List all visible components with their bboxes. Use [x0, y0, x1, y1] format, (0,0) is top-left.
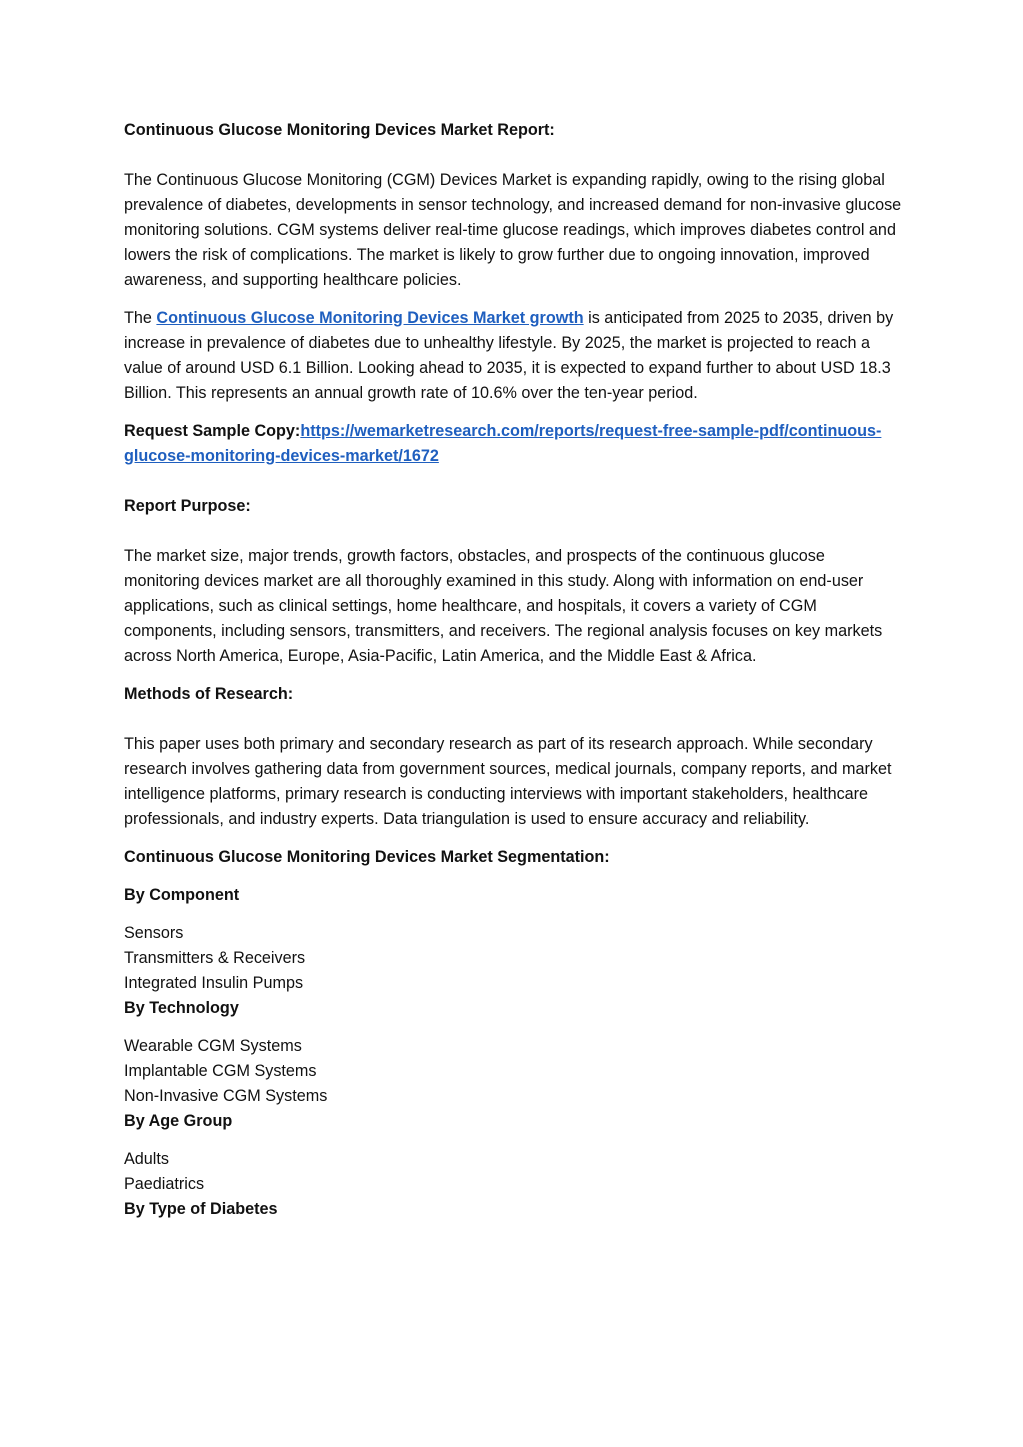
technology-heading: By Technology	[124, 999, 239, 1017]
report-title: Continuous Glucose Monitoring Devices Market Report:	[124, 121, 555, 139]
age-group-heading: By Age Group	[124, 1112, 233, 1130]
market-growth-link[interactable]: Continuous Glucose Monitoring Devices Market growth	[156, 309, 584, 327]
document-page	[124, 118, 904, 1222]
list-item: Integrated Insulin Pumps	[124, 974, 304, 992]
component-heading: By Component	[124, 886, 240, 904]
list-item: Transmitters & Receivers	[124, 949, 306, 967]
list-item: Wearable CGM Systems	[124, 1037, 302, 1055]
sample-label: Request Sample Copy:	[124, 422, 301, 440]
list-item: Sensors	[124, 924, 184, 942]
methods-paragraph: This paper uses both primary and secondary research as part of its research approach. While secondary research involves gathering data from government sources, medical journals, company reports, and market intelligence platforms, primary research is conducting interviews with important stakeholders, healthcare professionals, and industry experts. Data triangulation is used to ensure accuracy and reliability.	[124, 735, 892, 828]
methods-heading: Methods of Research:	[124, 685, 294, 703]
growth-prefix: The	[124, 309, 157, 327]
intro-paragraph: The Continuous Glucose Monitoring (CGM) Devices Market is expanding rapidly, owing to the rising global prevalence of diabetes, developments in sensor technology, and increased demand for non-invasive glucose monitoring solutions. CGM systems deliver real-time glucose readings, which improves diabetes control and lowers the risk of complications. The market is likely to grow further due to ongoing innovation, improved awareness, and supporting healthcare policies.	[124, 171, 902, 289]
diabetes-type-heading: By Type of Diabetes	[124, 1200, 278, 1218]
list-item: Adults	[124, 1150, 169, 1168]
growth-paragraph	[124, 306, 904, 406]
sample-request	[124, 419, 904, 469]
list-item: Non-Invasive CGM Systems	[124, 1087, 328, 1105]
purpose-heading: Report Purpose:	[124, 497, 251, 515]
purpose-paragraph: The market size, major trends, growth factors, obstacles, and prospects of the continuous glucose monitoring devices market are all thoroughly examined in this study. Along with information on end-user applications, such as clinical settings, home healthcare, and hospitals, it covers a variety of CGM components, including sensors, transmitters, and receivers. The regional analysis focuses on key markets across North America, Europe, Asia-Pacific, Latin America, and the Middle East & Africa.	[124, 547, 883, 665]
segmentation-heading: Continuous Glucose Monitoring Devices Market Segmentation:	[124, 848, 610, 866]
list-item: Paediatrics	[124, 1175, 205, 1193]
list-item: Implantable CGM Systems	[124, 1062, 317, 1080]
growth-suffix: is anticipated from 2025 to 2035, driven by increase in prevalence of diabetes due to unhealthy lifestyle. By 2025, the market is projected to reach a value of around USD 6.1 Billion. Looking ahead to 2035, it is expected to expand further to about USD 18.3 Billion. This represents an annual growth rate of 10.6% over the ten-year period.	[124, 309, 894, 402]
sample-url-link[interactable]: https://wemarketresearch.com/reports/request-free-sample-pdf/continuous-glucose-monitoring-devices-market/1672	[124, 422, 882, 465]
